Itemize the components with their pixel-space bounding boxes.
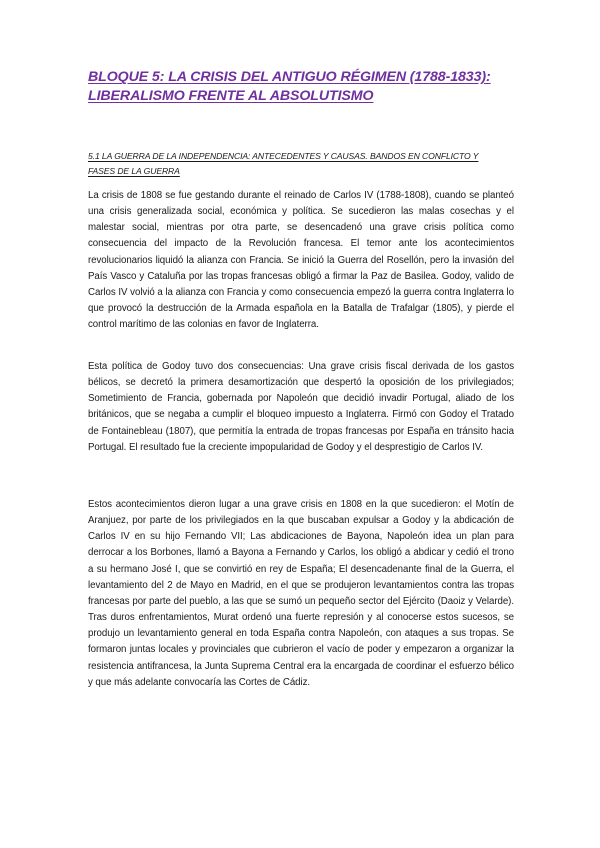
page-title (88, 68, 528, 106)
section-heading (88, 149, 518, 179)
page-title-line-1: BLOQUE 5: LA CRISIS DEL ANTIGUO RÉGIMEN (1788-1833): (88, 69, 491, 85)
section-heading-line-2: FASES DE LA GUERRA (88, 166, 180, 176)
paragraph-godoy-consequences: Esta política de Godoy tuvo dos consecuencias: Una grave crisis fiscal derivada de los gastos bélicos, se decretó la primera desamortización que despertó la oposición de los privilegiados; Sometimiento de Francia, gobernada por Napoleón que decidió invadir Portugal, aliado de los británicos, que se negaba a cumplir el bloqueo impuesto a Inglaterra. Firmó con Godoy el Tratado de Fontainebleau (1807), que permitía la entrada de tropas francesas por España en tránsito hacia Portugal. El resultado fue la creciente impopularidad de Godoy y el desprestigio de Carlos IV. (88, 361, 514, 453)
page-title-line-2: LIBERALISMO FRENTE AL ABSOLUTISMO (88, 88, 374, 104)
paragraph-crisis-1808: La crisis de 1808 se fue gestando durante el reinado de Carlos IV (1788-1808), cuando se planteó una crisis generalizada social, económica y política. Se sucedieron las malas cosechas y el malestar social, mientras por otra parte, se desencadenó una grave crisis política como consecuencia del impacto de la Revolución francesa. El temor ante los acontecimientos revolucionarios liquidó la alianza con Francia. Se inició la Guerra del Rosellón, pero la invasión del País Vasco y Cataluña por las tropas francesas obligó a firmar la Paz de Basilea. Godoy, valido de Carlos IV volvió a la alianza con Francia y como consecuencia empezó la guerra contra Inglaterra lo que provocó la destrucción de la Armada española en la Batalla de Trafalgar (1805), y pierde el control marítimo de las colonias en favor de Inglaterra. (88, 190, 514, 331)
paragraph-events-1808: Estos acontecimientos dieron lugar a una grave crisis en 1808 en la que sucedieron: el Motín de Aranjuez, por parte de los privilegiados en la que buscaban expulsar a Godoy y la abdicación de Carlos IV en su hijo Fernando VII; Las abdicaciones de Bayona, Napoleón idea un plan para derrocar a los Borbones, llamó a Bayona a Fernando y Carlos, los obligó a abdicar y cedió el trono a su hermano José I, que se convirtió en rey de España; El desencadenante final de la Guerra, el levantamiento del 2 de Mayo en Madrid, en el que se produjeron levantamientos contra las tropas francesas por parte del pueblo, a las que se sumó un pequeño sector del Ejército (Daoiz y Velarde). Tras duros enfrentamientos, Murat ordenó una fuerte represión y al conocerse estos sucesos, se produjo un levantamiento general en toda España contra Napoleón, con ataques a sus tropas. Se formaron juntas locales y provinciales que cubrieron el vacío de poder y empezaron a organizar la resistencia antifrancesa, la Junta Suprema Central era la encargada de coordinar el esfuerzo bélico y que más adelante convocaría las Cortes de Cádiz. (88, 499, 514, 688)
section-heading-line-1: 5.1 LA GUERRA DE LA INDEPENDENCIA: ANTECEDENTES Y CAUSAS. BANDOS EN CONFLICTO Y (88, 151, 479, 161)
